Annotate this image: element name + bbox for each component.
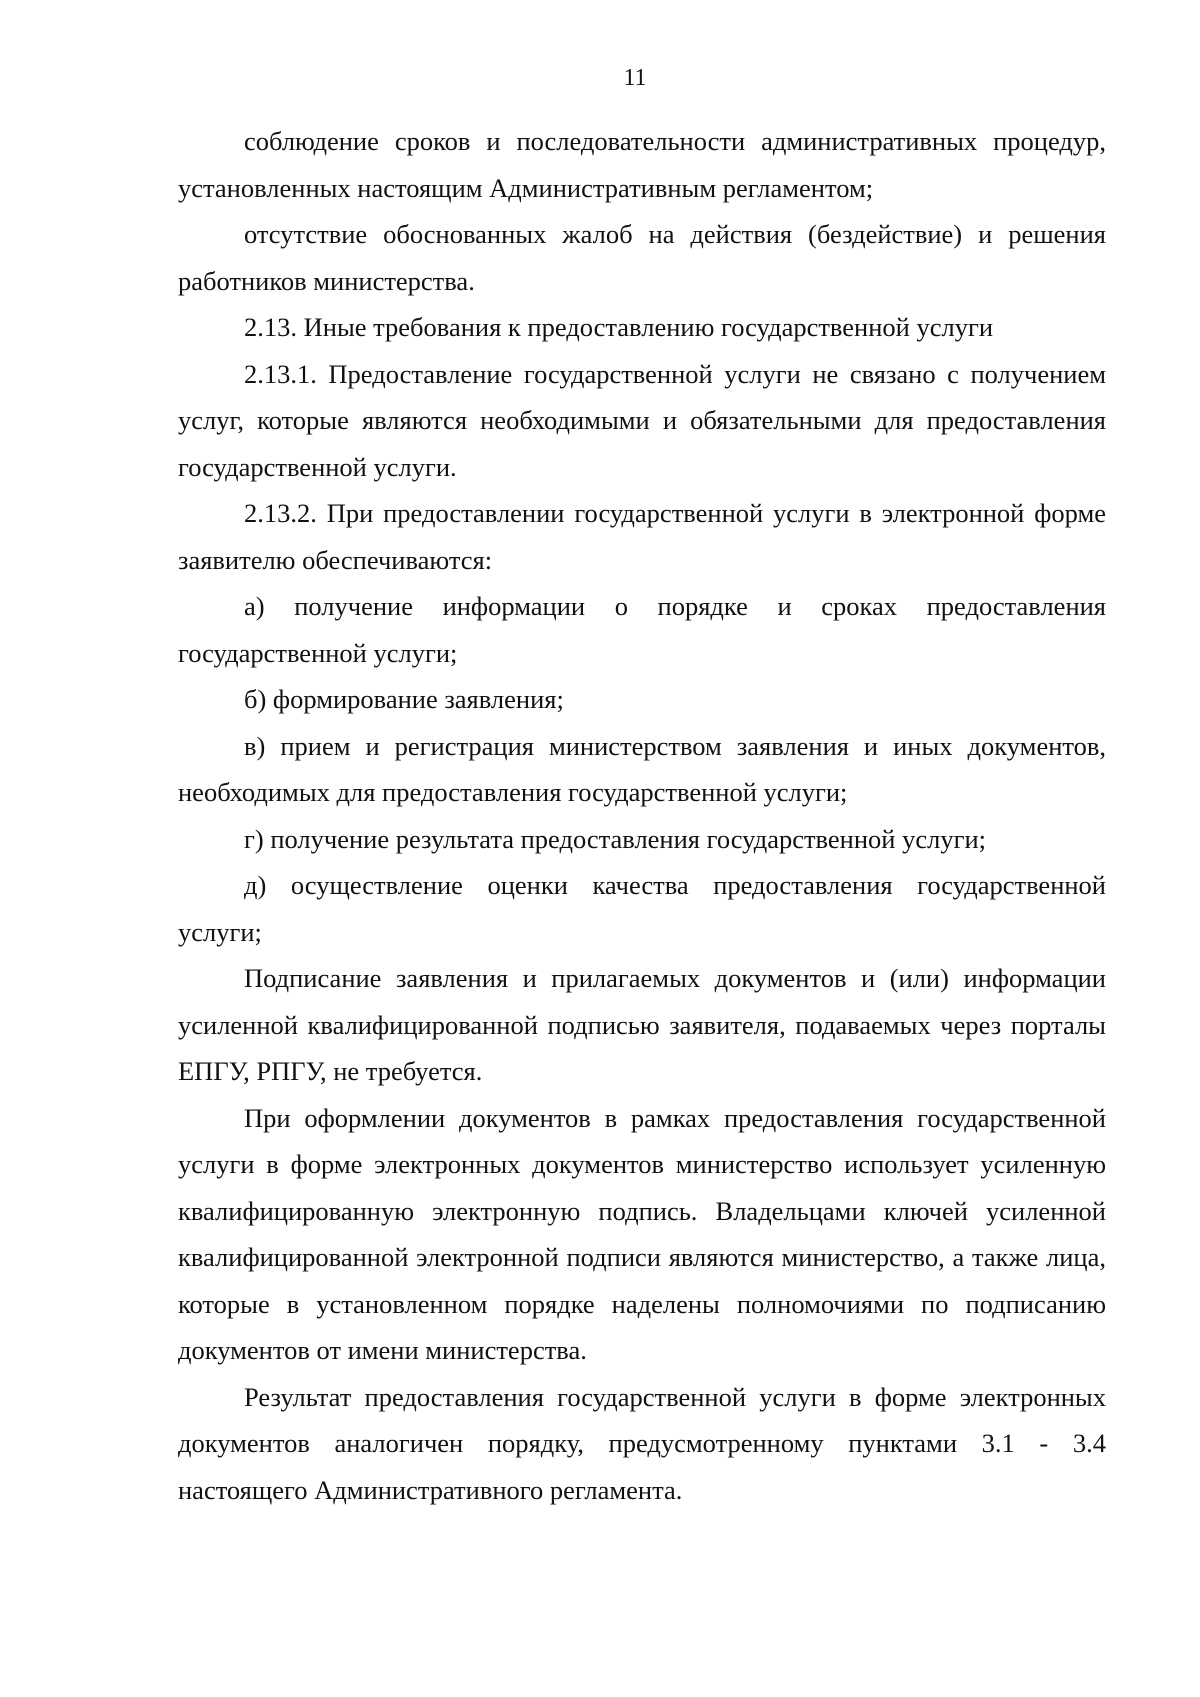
paragraph-deadlines: соблюдение сроков и последовательности административных процедур, установленных настоящим Административным регламентом; bbox=[178, 126, 1106, 203]
list-item-d: д) осуществление оценки качества предоставления государственной услуги; bbox=[178, 870, 1106, 947]
list-item-a: а) получение информации о порядке и сроках предоставления государственной услуги; bbox=[178, 591, 1106, 668]
list-item-g: г) получение результата предоставления государственной услуги; bbox=[244, 823, 986, 854]
section-heading-2-13: 2.13. Иные требования к предоставлению государственной услуги bbox=[244, 312, 994, 342]
paragraph-2-13-1: 2.13.1. Предоставление государственной услуги не связано с получением услуг, которые являются необходимыми и обязательными для предоставления государственной услуги. bbox=[178, 358, 1106, 482]
page-number: 11 bbox=[623, 65, 647, 91]
document-body bbox=[178, 118, 1106, 1513]
paragraph-no-complaints: отсутствие обоснованных жалоб на действия (бездействие) и решения работников министерства. bbox=[178, 219, 1106, 296]
paragraph-electronic-signature: При оформлении документов в рамках предоставления государственной услуги в форме электронных документов министерство использует усиленную квалифицированную электронную подпись. Владельцами ключей усиленной квалифицированной электронной подписи являются министерство, а также лица, которые в установленном порядке наделены полномочиями по подписанию документов от имени министерства. bbox=[178, 1102, 1106, 1365]
list-item-v: в) прием и регистрация министерством заявления и иных документов, необходимых для предоставления государственной услуги; bbox=[178, 730, 1106, 807]
list-item-b: б) формирование заявления; bbox=[244, 684, 564, 714]
paragraph-2-13-2: 2.13.2. При предоставлении государственной услуги в электронной форме заявителю обеспечиваются: bbox=[178, 498, 1106, 575]
paragraph-signature-not-required: Подписание заявления и прилагаемых документов и (или) информации усиленной квалифицированной подписью заявителя, подаваемых через порталы ЕПГУ, РПГУ, не требуется. bbox=[178, 963, 1106, 1086]
paragraph-result-electronic: Результат предоставления государственной услуги в форме электронных документов аналогичен порядку, предусмотренному пунктами 3.1 - 3.4 настоящего Административного регламента. bbox=[178, 1381, 1106, 1505]
